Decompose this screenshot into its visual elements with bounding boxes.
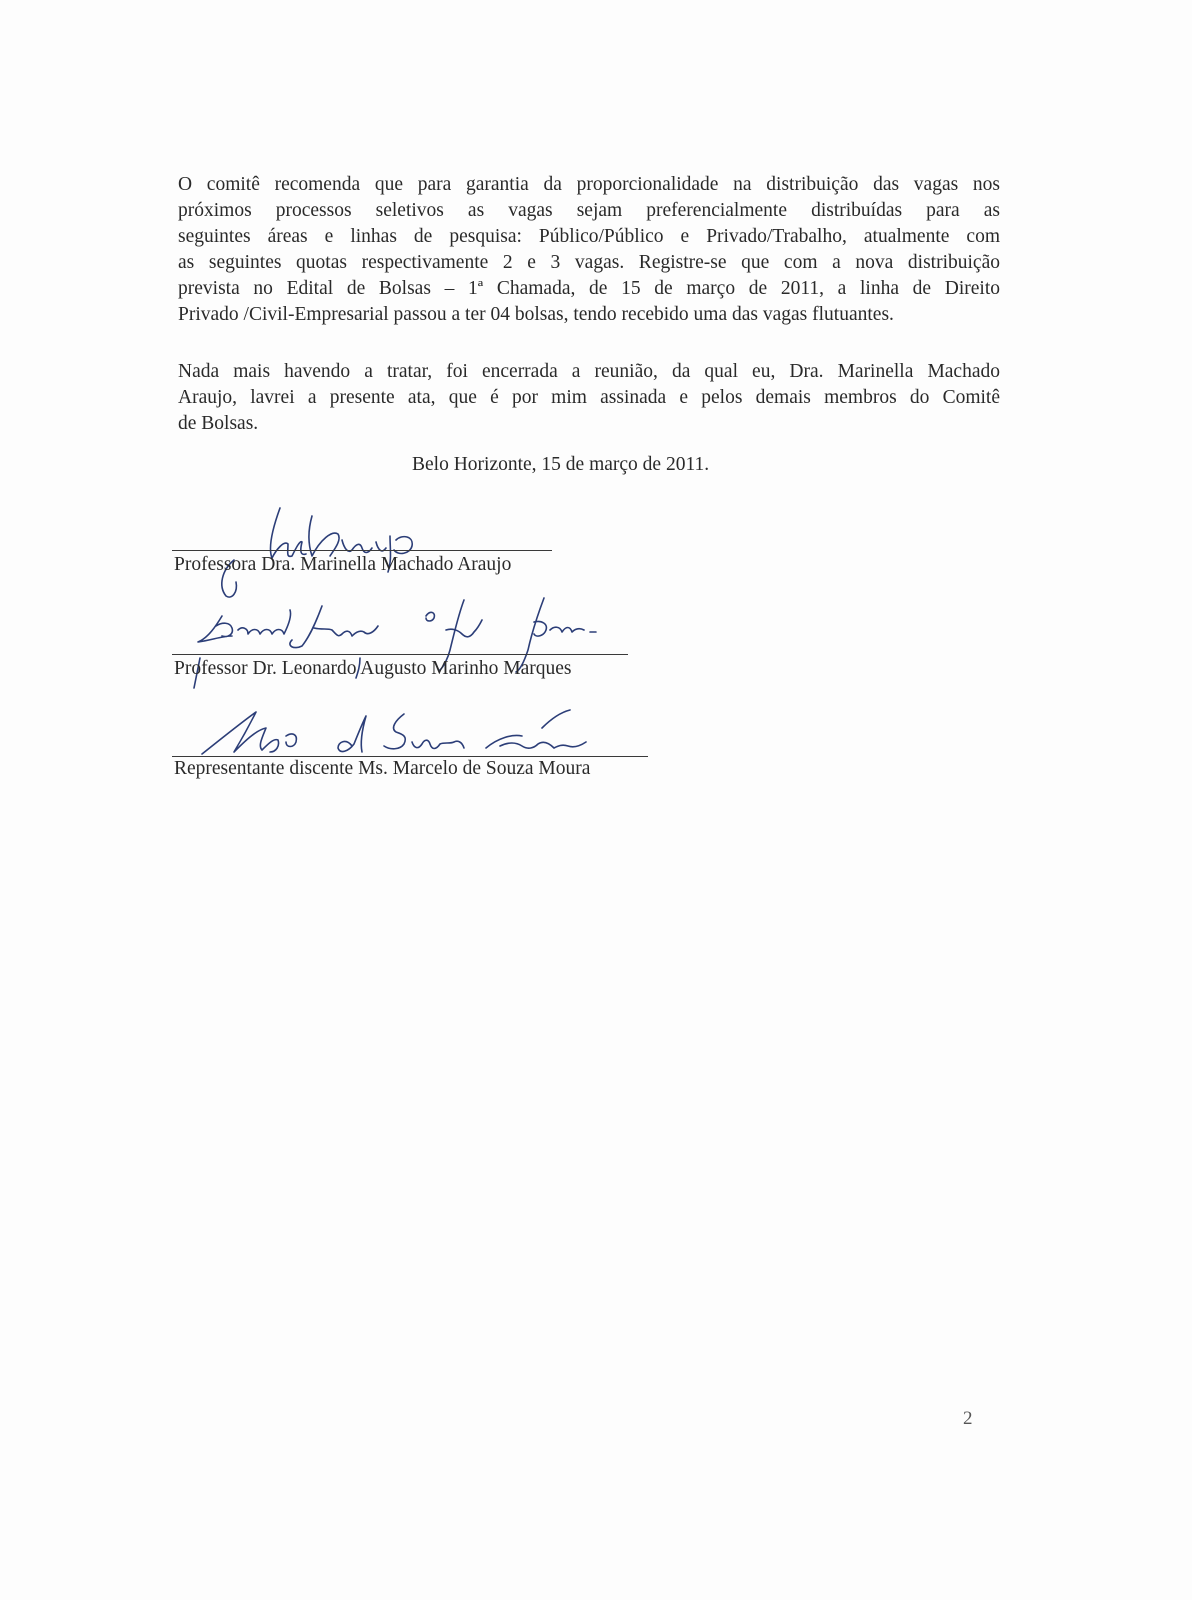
page-number: 2 xyxy=(963,1408,973,1429)
text-line: próximos processos seletivos as vagas sejam preferencialmente distribuídas para as xyxy=(178,200,1000,221)
text-line: Nada mais havendo a tratar, foi encerrada a reunião, da qual eu, Dra. Marinella Machado xyxy=(178,361,1000,382)
signature-line xyxy=(172,756,648,757)
signatory-name: Representante discente Ms. Marcelo de Souza Moura xyxy=(174,758,591,779)
text-line: Araujo, lavrei a presente ata, que é por mim assinada e pelos demais membros do Comitê xyxy=(178,387,1000,408)
signatory-name: Professor Dr. Leonardo Augusto Marinho Marques xyxy=(174,658,572,679)
signature-line xyxy=(172,654,628,655)
text-line: de Bolsas. xyxy=(178,413,259,434)
text-line: Privado /Civil-Empresarial passou a ter 04 bolsas, tendo recebido uma das vagas flutuantes. xyxy=(178,304,894,325)
text-line: as seguintes quotas respectivamente 2 e 3 vagas. Registre-se que com a nova distribuição xyxy=(178,252,1000,273)
signatory-name: Professora Dra. Marinella Machado Araujo xyxy=(174,554,512,575)
paragraph-recommendation xyxy=(178,172,1000,328)
paragraph-closing xyxy=(178,359,1000,437)
text-line: O comitê recomenda que para garantia da proporcionalidade na distribuição das vagas nos xyxy=(178,174,1000,195)
text-line: seguintes áreas e linhas de pesquisa: Público/Público e Privado/Trabalho, atualmente com xyxy=(178,226,1000,247)
place-and-date: Belo Horizonte, 15 de março de 2011. xyxy=(412,454,710,475)
text-line: prevista no Edital de Bolsas – 1ª Chamada, de 15 de março de 2011, a linha de Direito xyxy=(178,278,1000,299)
signature-line xyxy=(172,550,552,551)
